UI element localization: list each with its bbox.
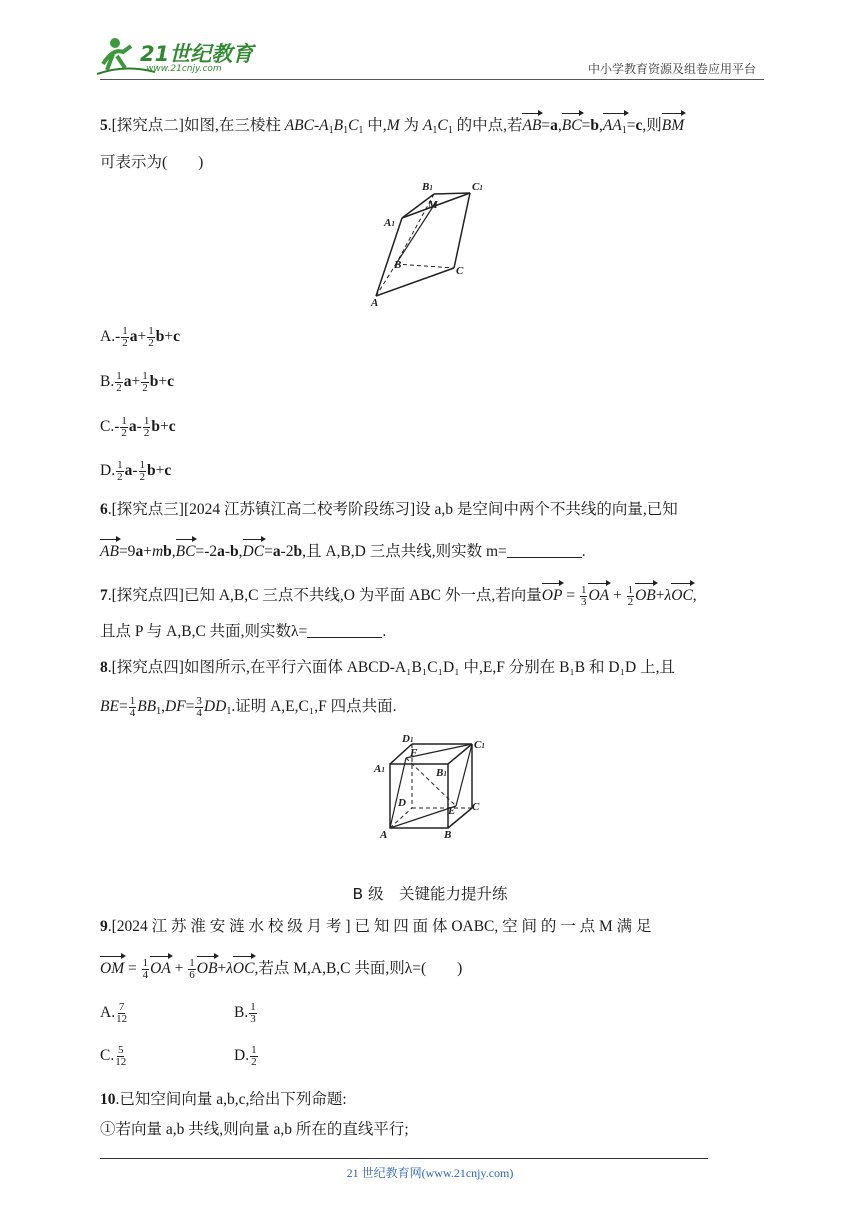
q7-line1: 7.[探究点四]已知 A,B,C 三点不共线,O 为平面 ABC 外一点,若向量OP = $\frac{1}{3}$ OA + $\frac{1}{2}$ OB+λOC, <box>100 583 697 608</box>
q10-text: .已知空间向量 a,b,c,给出下列命题: <box>115 1091 347 1108</box>
q9-option-b-label: B. <box>234 1004 249 1022</box>
svg-text:C: C <box>456 265 464 277</box>
q5-prism-figure <box>366 178 483 312</box>
svg-text:M: M <box>428 199 438 211</box>
q5-option-a-label: A. <box>100 328 116 346</box>
q6-answer-blank[interactable] <box>507 543 582 558</box>
svg-text:A1: A1 <box>384 217 395 229</box>
q8-text: .[探究点四]如图所示,在平行六面体 ABCD-A₁B₁C₁D₁ 中,E,F 分别在 B₁B 和 D₁D 上,且 <box>107 659 675 676</box>
svg-text:A: A <box>380 829 388 841</box>
svg-text:B1: B1 <box>436 767 447 779</box>
logo-url: www.21cnjy.com <box>146 64 222 74</box>
svg-text:B1: B1 <box>422 181 433 193</box>
q6-line1 <box>100 499 764 521</box>
q5-text-b: 中, <box>363 117 387 134</box>
svg-text:F: F <box>410 747 418 759</box>
header-divider <box>100 79 764 80</box>
q5-text-a: .[探究点二]如图,在三棱柱 <box>107 117 285 134</box>
svg-text:D: D <box>398 797 406 809</box>
svg-text:C1: C1 <box>472 181 483 193</box>
q7-answer-blank[interactable] <box>307 623 382 638</box>
q6-text-tail: ,且 A,B,D 三点共线,则实数 m= <box>302 543 507 560</box>
q7-number: 7 <box>100 587 108 604</box>
q5-text-d: 的中点,若 <box>452 117 523 134</box>
q5-option-b-label: B. <box>100 373 115 391</box>
q8-number: 8 <box>100 659 108 676</box>
q5-point-m: M <box>386 117 400 134</box>
q5-option-d[interactable]: D. $\frac{1}{2}$ a- $\frac{1}{2}$ b+c <box>100 459 172 483</box>
q9-option-a-num: 7 <box>118 1001 125 1013</box>
q8-line2: BE= $\frac{1}{4}$ $BB_1,DF=$ $\frac{3}{4}$ $DD_1$.证明 A,E,C₁,F 四点共面. <box>100 695 397 719</box>
q5-line1: 5.[探究点二]如图,在三棱柱 ABC-$A_1B_1C_1$ 中,M 为 $A_1C_1$ 的中点,若$AB=a,BC=b,AA_1=c$,则BM <box>100 112 764 142</box>
q9-text: .[2024 江 苏 淮 安 涟 水 校 级 月 考 ] 已 知 四 面 体 OABC, 空 间 的 一 点 M 满 足 <box>107 918 652 935</box>
svg-text:B: B <box>444 829 452 841</box>
q9-option-a-den: 12 <box>116 1013 128 1025</box>
q5-option-c[interactable]: C.- $\frac{1}{2}$ a- $\frac{1}{2}$ b+c <box>100 415 176 439</box>
q9-line2: OM = $\frac{1}{4}$ OA + $\frac{1}{6}$ OB+λOC,若点 M,A,B,C 共面,则λ=( ) <box>100 956 463 981</box>
q6-line2: AB=9a+mb,BC=-2a-b,DC=a-2b,且 A,B,D 三点共线,则实数 m= . <box>100 538 764 563</box>
q8-line1 <box>100 657 764 679</box>
q7-text-end: . <box>382 623 387 640</box>
q6-number: 6 <box>100 501 108 518</box>
q9-option-b-num: 1 <box>250 1001 256 1013</box>
q9-option-a-label: A. <box>100 1004 116 1022</box>
header-tagline: 中小学教育资源及组卷应用平台 <box>587 62 756 76</box>
q9-option-b[interactable] <box>234 1002 764 1025</box>
q7-line2 <box>100 621 764 643</box>
logo-title: 21世纪教育 <box>140 42 254 66</box>
q5-text-c: 为 <box>399 117 423 134</box>
q9-option-d-den: 2 <box>251 1056 257 1068</box>
q9-option-c-num: 5 <box>117 1044 124 1056</box>
q5-option-c-label: C. <box>100 418 115 436</box>
svg-text:B: B <box>394 259 402 271</box>
footer-link[interactable]: 21 世纪教育网(www.21cnjy.com) <box>346 1166 514 1180</box>
svg-text:C1: C1 <box>474 739 485 751</box>
q9-option-c-den: 12 <box>115 1056 127 1068</box>
section-title: B 级 关键能力提升练 <box>352 885 508 903</box>
q5-prism-name: ABC-A <box>284 117 329 134</box>
q9-text-tail: ,若点 M,A,B,C 共面,则λ=( ) <box>254 960 463 977</box>
q8-text-tail: .证明 A,E,C₁,F 四点共面. <box>231 698 397 716</box>
q10-line1 <box>100 1089 764 1111</box>
q5-option-d-label: D. <box>100 462 116 480</box>
q7-text-2: 且点 P 与 A,B,C 共面,则实数λ= <box>100 623 308 640</box>
q7-text: .[探究点四]已知 A,B,C 三点不共线,O 为平面 ABC 外一点,若向量 <box>107 587 542 604</box>
q8-parallelepiped-figure <box>372 730 488 842</box>
footer-divider <box>100 1158 708 1159</box>
q6-text-end: . <box>581 543 586 560</box>
q9-option-d-num: 1 <box>251 1044 257 1056</box>
q5-option-a[interactable]: A.- $\frac{1}{2}$ a+ $\frac{1}{2}$ b+c <box>100 325 181 349</box>
q9-number: 9 <box>100 918 108 935</box>
q9-option-d-label: D. <box>234 1047 250 1065</box>
q9-option-c-label: C. <box>100 1047 115 1065</box>
svg-text:E: E <box>448 805 456 817</box>
q6-text: .[探究点三][2024 江苏镇江高二校考阶段练习]设 a,b 是空间中两个不共线的向量,已知 <box>107 501 678 518</box>
q9-option-d[interactable] <box>234 1045 764 1068</box>
q5-option-b[interactable]: B. $\frac{1}{2}$ a+ $\frac{1}{2}$ b+c <box>100 370 174 394</box>
q5-line2: 可表示为( ) <box>100 154 204 171</box>
svg-text:C: C <box>472 801 480 813</box>
svg-text:A1: A1 <box>374 763 385 775</box>
svg-text:A: A <box>371 297 379 309</box>
svg-text:D1: D1 <box>402 733 414 745</box>
q9-line1 <box>100 916 764 938</box>
q10-line2: ①若向量 a,b 共线,则向量 a,b 所在的直线平行; <box>100 1121 409 1138</box>
q9-option-b-den: 3 <box>250 1013 256 1025</box>
q5-number: 5 <box>100 117 108 134</box>
q10-number: 10 <box>100 1091 116 1108</box>
